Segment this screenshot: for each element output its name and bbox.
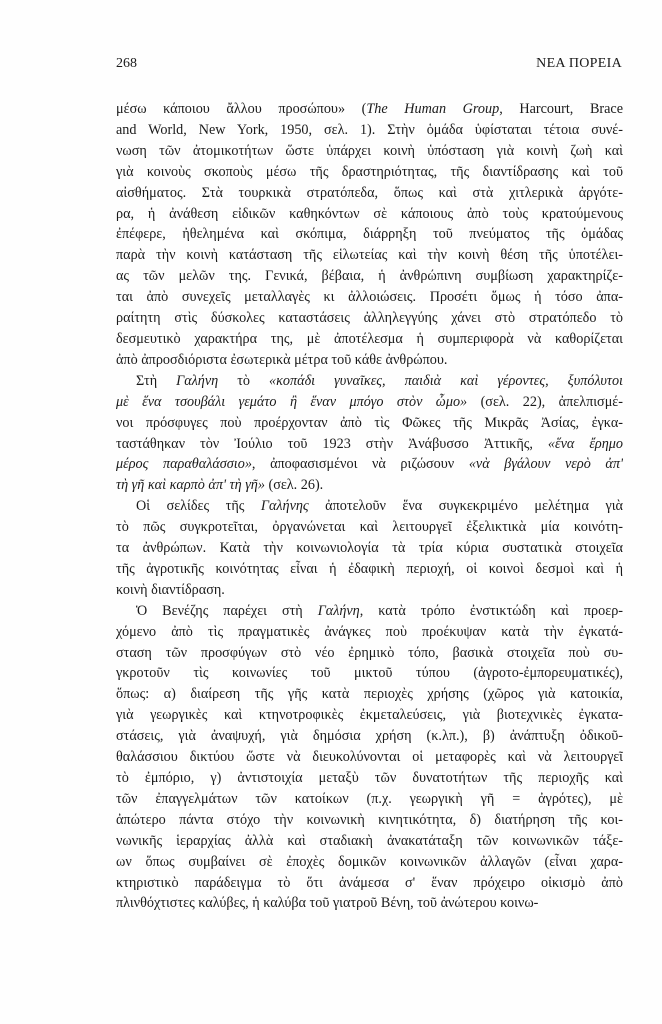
text-line: χόμενο ἀπὸ τὶς πραγματικὲς ἀνάγκες ποὺ προέκυψαν κατὰ τὴν ἐγκατά- xyxy=(116,623,623,640)
text-line: γιὰ κοινοὺς σκοποὺς μέσω τῆς δραστηριότητας, τῆς διαντίδρασης καὶ τοῦ xyxy=(116,163,623,180)
page-number: 268 xyxy=(116,56,137,71)
text-line: ων ὅπως συμβαίνει σὲ ἐποχὲς δομικῶν κοινωνικῶν ἀλλαγῶν (εἶναι χαρα- xyxy=(116,853,623,870)
text-line: πλινθόχτιστες καλύβες, ἡ καλύβα τοῦ γιατροῦ Βένη, τοῦ ἀνώτερου κοινω- xyxy=(116,895,539,912)
paragraph xyxy=(116,371,623,496)
text-line: ἀπώτερο πάντα στόχο τὴν κοινωνικὴ κινητικότητα, δ) διατήρηση τῆς κοι- xyxy=(116,811,623,828)
text-line: τὸ πῶς συγκροτεῖται, ὀργανώνεται καὶ λειτουργεῖ ἐξελικτικὰ μία κοινότη- xyxy=(116,519,623,536)
text-line: κοινὴ διαντίδραση. xyxy=(116,581,225,598)
text-line: τὸ ἐμπόριο, γ) ἀντιστοιχία μεταξὺ τῶν δυνατοτήτων τῆς περιοχῆς καὶ xyxy=(116,770,623,786)
text-line: ρα, ἡ ἀνάθεση εἰδικῶν καθηκόντων σὲ κάποιους ἀπὸ τοὺς κρατούμενους xyxy=(116,205,623,222)
text-line: Στὴ Γαλήνη τὸ «κοπάδι γυναῖκες, παιδιὰ καὶ γέροντες, ξυπόλυτοι xyxy=(136,372,623,389)
text-line: τὴ γῆ καὶ καρπὸ ἀπ' τὴ γῆ» (σελ. 26). xyxy=(116,477,324,494)
paragraph xyxy=(116,99,623,371)
text-line: θαλάσσιου δικτύου ὥστε νὰ διευκολύνονται οἱ μεταφορὲς καὶ νὰ λειτουργεῖ xyxy=(116,749,623,766)
text-line: νωση τῶν ἀτομικοτήτων ὥστε ὑπάρχει κοινὴ ὑπόσταση γιὰ κοινὴ ζωὴ καὶ xyxy=(116,142,623,159)
text-line: μέσω κάποιου ἄλλου προσώπου» (The Human Group, Harcourt, Brace xyxy=(116,101,623,117)
text-line: ραίτητη στὶς δύσκολες καταστάσεις ἀλληλεγγύης χάνει στὸ στρατόπεδο τὸ xyxy=(116,310,623,327)
text-line: κτηριστικὸ παράδειγμα τὸ ὅτι ἀνάμεσα σ' ἕναν πρόχειρο οἰκισμὸ ἀπὸ xyxy=(116,874,623,891)
text-line: γιὰ γεωργικὲς καὶ κτηνοτροφικὲς ἐκμεταλεύσεις, γιὰ βιοτεχνικὲς ἐγκατα- xyxy=(116,707,623,724)
text-line: and World, New York, 1950, σελ. 1). Στὴν ὁμάδα ὑφίσταται τέτοια συνέ- xyxy=(116,121,623,138)
text-line: ταστάθηκαν τὸν Ἰούλιο τοῦ 1923 στὴν Ἀνάβυσσο Ἀττικῆς, «ἕνα ἔρημο xyxy=(116,435,623,452)
text-line: Ὁ Βενέζης παρέχει στὴ Γαλήνη, κατὰ τρόπο ἐνστικτώδη καὶ προερ- xyxy=(136,602,623,619)
paragraph xyxy=(116,601,623,915)
text-line: τῶν ἐπαγγελμάτων τῶν κατοίκων (π.χ. γεωργικὴ γῆ = ἀγρότες), μὲ xyxy=(116,790,623,807)
text-line: νωνικῆς ἱεραρχίας ἀλλὰ καὶ σταδιακὴ ἀνακατάταξη τῶν κοινωνικῶν τάξε- xyxy=(116,832,623,849)
text-line: αἰσθήματος. Στὰ τουρκικὰ στρατόπεδα, ὅπως καὶ στὰ χιτλερικὰ ἀργότε- xyxy=(116,184,623,201)
text-line: ας τῶν μελῶν της. Γενικά, βέβαια, ἡ ἀνθρώπινη συμβίωση χαρακτηρίζε- xyxy=(116,268,623,285)
text-line: ὅπως: α) διαίρεση τῆς γῆς κατὰ περιοχὲς χρήσης (χῶρος γιὰ κατοικία, xyxy=(116,686,623,703)
running-head-title: ΝΕΑ ΠΟΡΕΙΑ xyxy=(536,56,622,71)
text-line: δεσμευτικὸ χαρακτήρα της, μὲ ἀποτέλεσμα ἡ συμπεριφορὰ νὰ καθορίζεται xyxy=(116,330,623,347)
text-line: σταση τῶν προσφύγων στὸ νέο ἐρημικὸ τόπο, βασικὰ στοιχεῖα ποὺ συ- xyxy=(116,644,623,661)
text-line: νοι πρόσφυγες ποὺ προέρχονταν ἀπὸ τὶς Φῶκες τῆς Μικρᾶς Ἀσίας, ἐγκα- xyxy=(116,414,623,431)
body-text xyxy=(116,99,623,914)
page-header xyxy=(116,56,622,76)
text-line: τῆς ἀγροτικῆς κοινότητας εἶναι ἡ ἐδαφικὴ περιοχή, οἱ κοινοὶ δεσμοὶ καὶ ἡ xyxy=(116,560,623,577)
text-line: μέρος παραθαλάσσιο», ἀποφασισμένοι νὰ ριζώσουν «νὰ βγάλουν νερὸ ἀπ' xyxy=(116,456,623,473)
text-line: ται ἀπὸ συνεχεῖς μεταλλαγὲς κι ἀλλοιώσεις. Προσέτι ὅμως ἡ τόσο ἀπα- xyxy=(116,289,623,306)
paragraph xyxy=(116,496,623,601)
text-line: τα ἀνθρώπων. Κατὰ τὴν κοινωνιολογία τὰ τρία κύρια συστατικὰ στοιχεῖα xyxy=(116,540,623,557)
text-line: γκροτοῦν τὶς κοινωνίες τοῦ μικτοῦ τύπου (ἀγροτο-ἐμπορευματικές), xyxy=(116,665,623,682)
text-line: παρὰ τὴν κοινὴ κατάσταση τῆς εἱλωτείας καὶ τὴν κοινὴ θέση τῆς ὑποτέλει- xyxy=(116,247,623,264)
text-line: στάσεις, γιὰ ἀναψυχή, γιὰ δημόσια χρήση (κ.λπ.), β) ἀνάπτυξη ὀδικοῦ- xyxy=(116,728,623,745)
text-line: ἐπέφερε, ἠθελημένα καὶ σκόπιμα, διάρρηξη τοῦ πνεύματος τῆς ὁμάδας xyxy=(116,226,623,243)
text-line: ἀπὸ ἀπροσδιόριστα ἐσωτερικὰ μέτρα τοῦ κάθε ἀνθρώπου. xyxy=(116,351,448,368)
text-line: μὲ ἕνα τσουβάλι γεμάτο ἢ ἕναν μπόγο στὸν ὦμο» (σελ. 22), ἀπελπισμέ- xyxy=(116,393,623,410)
text-line: Οἱ σελίδες τῆς Γαλήνης ἀποτελοῦν ἕνα συγκεκριμένο μελέτημα γιὰ xyxy=(136,498,623,515)
